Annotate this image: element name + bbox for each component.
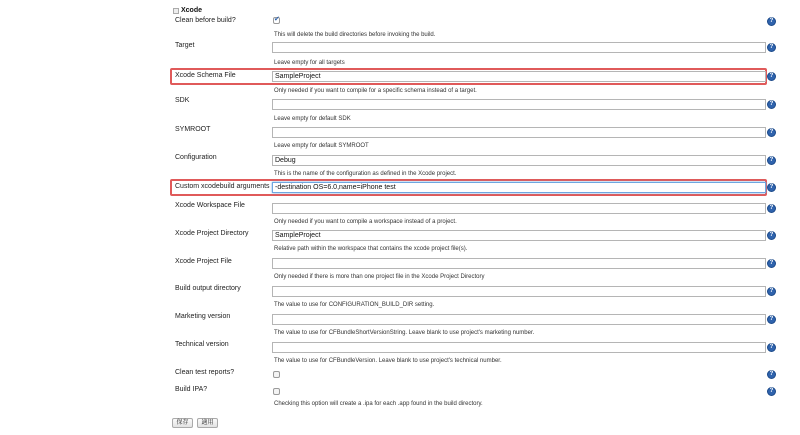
target-desc: Leave empty for all targets — [274, 60, 345, 66]
custom-args-input[interactable]: -destination OS=6.0,name=iPhone test — [272, 182, 766, 193]
schema-desc: Only needed if you want to compile for a specific schema instead of a target. — [274, 88, 477, 94]
build-ipa-label: Build IPA? — [175, 386, 208, 393]
left-sidebar-area — [0, 0, 163, 435]
project-file-desc: Only needed if there is more than one project file in the Xcode Project Directory — [274, 274, 485, 280]
sdk-input[interactable] — [272, 99, 766, 110]
marketing-version-input[interactable] — [272, 314, 766, 325]
marketing-version-desc: The value to use for CFBundleShortVersionString. Leave blank to use project's marketing number. — [274, 330, 535, 336]
clean-before-build-desc: This will delete the build directories before invoking the build. — [274, 32, 436, 38]
configuration-label: Configuration — [175, 154, 217, 161]
clean-before-build-checkbox[interactable] — [273, 17, 280, 24]
project-dir-input[interactable]: SampleProject — [272, 230, 766, 241]
help-icon[interactable]: ? — [767, 387, 776, 396]
help-icon[interactable]: ? — [767, 370, 776, 379]
project-dir-label: Xcode Project Directory — [175, 230, 249, 237]
clean-test-reports-label: Clean test reports? — [175, 369, 235, 376]
custom-args-label: Custom xcodebuild arguments — [175, 183, 270, 190]
schema-label: Xcode Schema File — [175, 72, 236, 79]
help-icon[interactable]: ? — [767, 156, 776, 165]
help-icon[interactable]: ? — [767, 43, 776, 52]
build-ipa-desc: Checking this option will create a .ipa for each .app found in the build directory. — [274, 401, 483, 407]
help-icon[interactable]: ? — [767, 315, 776, 324]
help-icon[interactable]: ? — [767, 128, 776, 137]
build-output-desc: The value to use for CONFIGURATION_BUILD_DIR setting. — [274, 302, 435, 308]
apply-button[interactable]: 適用 — [197, 418, 218, 428]
help-icon[interactable]: ? — [767, 72, 776, 81]
project-dir-desc: Relative path within the workspace that contains the xcode project file(s). — [274, 246, 468, 252]
help-icon[interactable]: ? — [767, 100, 776, 109]
build-ipa-checkbox[interactable] — [273, 388, 280, 395]
project-file-label: Xcode Project File — [175, 258, 232, 265]
help-icon[interactable]: ? — [767, 231, 776, 240]
help-icon[interactable]: ? — [767, 287, 776, 296]
symroot-desc: Leave empty for default SYMROOT — [274, 143, 369, 149]
help-icon[interactable]: ? — [767, 343, 776, 352]
save-button[interactable]: 保存 — [172, 418, 193, 428]
section-title: Xcode — [181, 7, 203, 14]
clean-before-build-label: Clean before build? — [175, 17, 236, 24]
target-label: Target — [175, 42, 195, 49]
workspace-label: Xcode Workspace File — [175, 202, 245, 209]
technical-version-label: Technical version — [175, 341, 229, 348]
help-icon[interactable]: ? — [767, 204, 776, 213]
schema-input[interactable]: SampleProject — [272, 71, 766, 82]
configuration-input[interactable]: Debug — [272, 155, 766, 166]
technical-version-desc: The value to use for CFBundleVersion. Leave blank to use project's technical number. — [274, 358, 502, 364]
configuration-desc: This is the name of the configuration as defined in the Xcode project. — [274, 171, 457, 177]
workspace-input[interactable] — [272, 203, 766, 214]
build-output-input[interactable] — [272, 286, 766, 297]
workspace-desc: Only needed if you want to compile a workspace instead of a project. — [274, 219, 457, 225]
marketing-version-label: Marketing version — [175, 313, 231, 320]
symroot-label: SYMROOT — [175, 126, 211, 133]
help-icon[interactable]: ? — [767, 259, 776, 268]
collapse-icon[interactable] — [173, 8, 179, 14]
project-file-input[interactable] — [272, 258, 766, 269]
symroot-input[interactable] — [272, 127, 766, 138]
clean-test-reports-checkbox[interactable] — [273, 371, 280, 378]
help-icon[interactable]: ? — [767, 17, 776, 26]
sdk-label: SDK — [175, 97, 190, 104]
target-input[interactable] — [272, 42, 766, 53]
sdk-desc: Leave empty for default SDK — [274, 116, 351, 122]
build-output-label: Build output directory — [175, 285, 241, 292]
help-icon[interactable]: ? — [767, 183, 776, 192]
technical-version-input[interactable] — [272, 342, 766, 353]
